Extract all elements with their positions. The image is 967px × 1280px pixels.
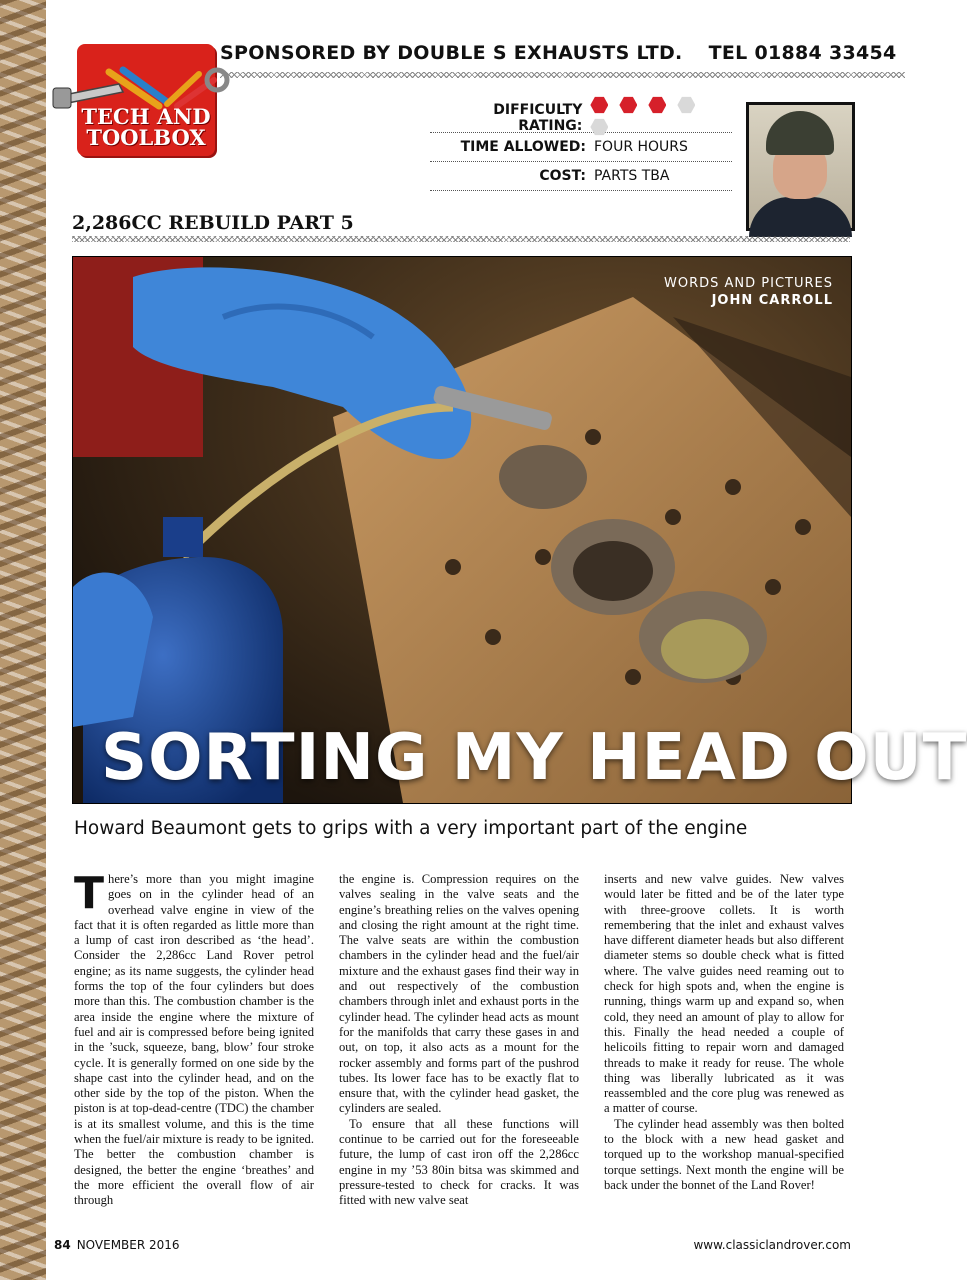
difficulty-hexagon-icon bbox=[677, 96, 695, 114]
website-url: www.classiclandrover.com bbox=[693, 1238, 851, 1252]
credit-line: WORDS AND PICTURES bbox=[664, 276, 833, 291]
logo-line-1: TECH AND bbox=[81, 104, 211, 129]
difficulty-hexagon-icon bbox=[590, 118, 608, 136]
issue-date: NOVEMBER 2016 bbox=[76, 1238, 180, 1252]
article-headline: SORTING MY HEAD OUT bbox=[101, 721, 967, 795]
column-2-paragraph-1: the engine is. Compression requires on the valves sealing in the valve seats and the engine’s breathing relies on the valves opening and closing the right amount at the right time. The valve seats are within the combustion chambers in the cylinder head and the fuel/air mixture and the exhaust gases find their way in and out respectively of the combustion chambers through inlet and exhaust ports in the cylinder head. The cylinder head acts as mount for the manifolds that carry these gases in and out, on top, it also acts as a mount for the rocker assembly and forms part of the pushrod tubes. Its lower face has to be exactly flat to ensure that, with the cylinder head gasket, the cylinders are sealed. bbox=[339, 872, 579, 1116]
article-column-1 bbox=[74, 868, 314, 1209]
cost-value: PARTS TBA bbox=[594, 168, 670, 184]
column-1-text: here’s more than you might imagine goes on in the cylinder head of an overhead valve engine in view of the fact that it is often regarded as little more than a lump of cast iron described as ‘the head’. Consider the 2,286cc Land Rover petrol engine; as its name suggests, the cylinder head forms the top of the four cylinders but does more than this. The combustion chamber is the area inside the engine where the mixture of fuel and air is compressed before being ignited in the ’suck, squeeze, bang, blow’ four stroke cycle. It is generally formed on one side by the shape cast into the cylinder head, and on the other side by the top of the piston. When the piston is at top-dead-centre (TDC) the chamber is at its smallest volume, and this is the time when the fuel/air mixture is ready to be ignited. The better the combustion chamber is designed, the better the engine ‘breathes’ and the more efficient the overall flow of air through bbox=[74, 872, 314, 1208]
sponsor-telephone: TEL 01884 33454 bbox=[708, 42, 897, 64]
difficulty-hexagon-icon bbox=[648, 96, 666, 114]
logo-line-2: TOOLBOX bbox=[86, 125, 206, 150]
time-label: TIME ALLOWED: bbox=[460, 139, 586, 155]
hero-photo bbox=[72, 256, 967, 804]
header-divider bbox=[220, 72, 905, 78]
drop-cap: T bbox=[74, 868, 105, 919]
column-3-paragraph-2: The cylinder head assembly was then bolted to the block with a new head gasket and torqued up to the workshop manual-specified torque settings. Next month the engine will be back under the bonnet of the Land Rover! bbox=[604, 1116, 844, 1192]
photo-credit bbox=[664, 275, 833, 309]
tyre-tread-border bbox=[0, 0, 46, 1280]
difficulty-label: DIFFICULTY RATING: bbox=[493, 102, 583, 134]
difficulty-hexagon-icon bbox=[619, 96, 637, 114]
time-value: FOUR HOURS bbox=[594, 139, 688, 155]
author-portrait bbox=[746, 102, 855, 231]
article-column-2 bbox=[339, 872, 579, 1209]
cost-label: COST: bbox=[539, 168, 586, 184]
difficulty-hexagons bbox=[590, 96, 732, 140]
difficulty-hexagon-icon bbox=[590, 96, 608, 114]
page-number: 84 bbox=[54, 1238, 71, 1252]
part-title-divider bbox=[72, 236, 850, 242]
page-footer-left bbox=[54, 1238, 180, 1252]
sponsor-text: SPONSORED BY DOUBLE S EXHAUSTS LTD. bbox=[220, 42, 683, 64]
sponsor-line bbox=[220, 42, 897, 64]
standfirst: Howard Beaumont gets to grips with a very important part of the engine bbox=[74, 818, 748, 839]
cost-row bbox=[430, 162, 732, 191]
tech-and-toolbox-logo bbox=[77, 44, 215, 156]
credit-author: JOHN CARROLL bbox=[711, 293, 833, 308]
part-title: 2,286CC REBUILD PART 5 bbox=[72, 212, 354, 234]
column-3-paragraph-1: inserts and new valve guides. New valves would later be fitted and be of the later type with three-groove collets. It is worth remembering that the inlet and exhaust valves have different diameter heads but also different diameter stems so double check what is fitted where. The valve guides need reaming out to check for high spots and, when the engine is running, things warm up and expand so, when cold, they need an amount of play to allow for this. Finally the head needed a couple of helicoils fitting to repair worn and damaged threads to make it ready for reuse. The whole thing was liberally lubricated as it was reassembled and the core plug was renewed as a matter of course. bbox=[604, 872, 844, 1116]
ratings-panel bbox=[430, 104, 732, 191]
difficulty-row bbox=[430, 104, 732, 133]
article-column-3 bbox=[604, 872, 844, 1193]
column-2-paragraph-2: To ensure that all these functions will continue to be carried out for the foreseeable future, the lump of cast iron off the 2,286cc engine in my ’53 80in bitsa was skimmed and pressure-tested to check for cracks. It was fitted with new valve seat bbox=[339, 1116, 579, 1208]
